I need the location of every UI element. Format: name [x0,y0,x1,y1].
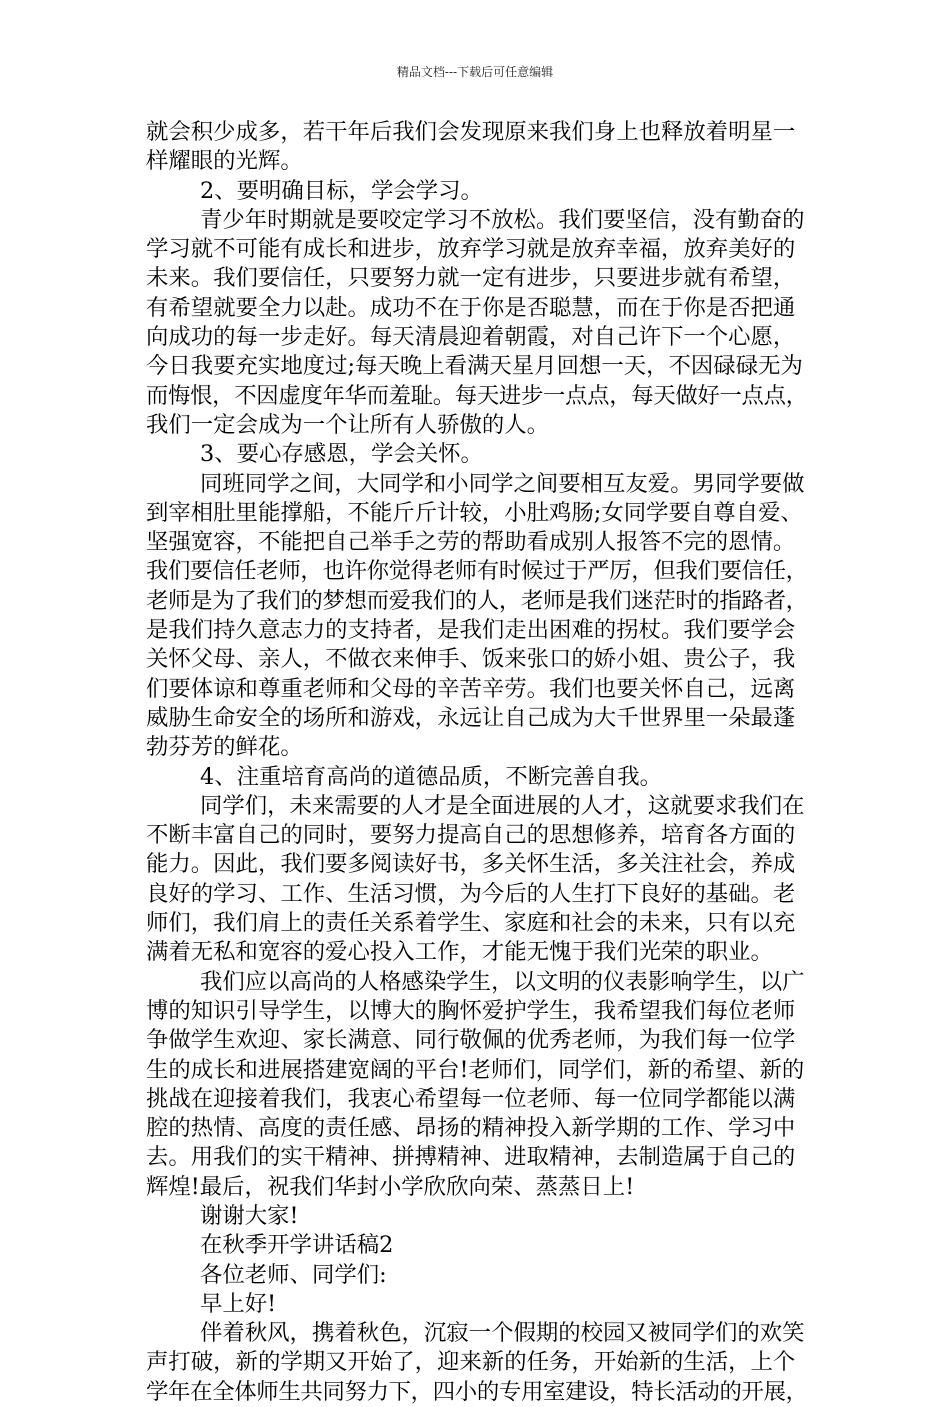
text-line: 我们要信任老师，也许你觉得老师有时候过于严厉，但我们要信任， [146,558,808,585]
text-line: 而悔恨，不因虚度年华而羞耻。每天进步一点点，每天做好一点点， [146,382,808,409]
text-line: 早上好! [200,1290,277,1317]
text-line: 勃芬芳的鲜花。 [146,734,303,761]
body-paragraphs [146,118,808,1407]
text-line: 能力。因此，我们要多阅读好书，多关怀生活，多关注社会，养成 [146,851,796,878]
text-line: 辉煌!最后，祝我们华封小学欣欣向荣、蒸蒸日上! [146,1173,635,1200]
text-line: 去。用我们的实干精神、拼搏精神、进取精神，去制造属于自己的 [146,1144,796,1171]
text-line: 声打破，新的学期又开始了，迎来新的任务，开始新的生活，上个 [146,1349,796,1376]
text-line: 在秋季开学讲话稿2 [200,1232,394,1259]
text-line: 4、注重培育高尚的道德品质，不断完善自我。 [200,763,663,790]
text-line: 学习就不可能有成长和进步，放弃学习就是放弃幸福，放弃美好的 [146,236,796,263]
text-line: 3、要心存感恩，学会关怀。 [200,441,483,468]
text-line: 同班同学之间，大同学和小同学之间要相互友爱。男同学要做 [200,470,805,497]
text-line: 2、要明确目标，学会学习。 [200,177,483,204]
text-line: 谢谢大家! [200,1202,299,1229]
text-line: 未来。我们要信任，只要努力就一定有进步，只要进步就有希望， [146,265,796,292]
text-line: 腔的热情、高度的责任感、昂扬的精神投入新学期的工作、学习中 [146,1115,796,1142]
text-line: 坚强宽容，不能把自己举手之劳的帮助看成别人报答不完的恩情。 [146,529,796,556]
text-line: 争做学生欢迎、家长满意、同行敬佩的优秀老师，为我们每一位学 [146,1027,796,1054]
text-line: 生的成长和进展搭建宽阔的平台!老师们，同学们，新的希望、新的 [146,1056,805,1083]
text-line: 是我们持久意志力的支持者，是我们走出困难的拐杖。我们要学会 [146,617,796,644]
text-line: 们要体谅和尊重老师和父母的辛苦辛劳。我们也要关怀自己，远离 [146,675,796,702]
text-line: 今日我要充实地度过;每天晚上看满天星月回想一天，不因碌碌无为 [146,353,803,380]
text-line: 满着无私和宽容的爱心投入工作，才能无愧于我们光荣的职业。 [146,939,773,966]
text-line: 到宰相肚里能撑船，不能斤斤计较，小肚鸡肠;女同学要自尊自爱、 [146,499,803,526]
text-line: 挑战在迎接着我们，我衷心希望每一位老师、每一位同学都能以满 [146,1085,796,1112]
text-line: 关怀父母、亲人，不做衣来伸手、饭来张口的娇小姐、贵公子，我 [146,646,796,673]
text-line: 威胁生命安全的场所和游戏，永远让自己成为大千世界里一朵最蓬 [146,704,796,731]
text-line: 我们应以高尚的人格感染学生，以文明的仪表影响学生，以广 [200,968,805,995]
text-line: 良好的学习、工作、生活习惯，为今后的人生打下良好的基础。老 [146,880,796,907]
page-header: 精品文档---下载后可任意编辑 [396,65,554,79]
text-line: 博的知识引导学生，以博大的胸怀爱护学生，我希望我们每位老师 [146,997,796,1024]
text-line: 各位老师、同学们: [200,1261,387,1288]
text-line: 伴着秋风，携着秋色，沉寂一个假期的校园又被同学们的欢笑 [200,1320,805,1347]
text-line: 师们，我们肩上的责任关系着学生、家庭和社会的未来，只有以充 [146,910,796,937]
text-line: 样耀眼的光辉。 [146,148,303,175]
text-line: 我们一定会成为一个让所有人骄傲的人。 [146,411,550,438]
text-line: 不断丰富自己的同时，要努力提高自己的思想修养，培育各方面的 [146,822,796,849]
text-line: 向成功的每一步走好。每天清晨迎着朝霞，对自己许下一个心愿， [146,324,796,351]
text-line: 同学们，未来需要的人才是全面进展的人才，这就要求我们在 [200,792,805,819]
document-body [146,118,808,1407]
text-line: 青少年时期就是要咬定学习不放松。我们要坚信，没有勤奋的 [200,206,805,233]
text-line: 老师是为了我们的梦想而爱我们的人，老师是我们迷茫时的指路者， [146,587,808,614]
text-line: 有希望就要全力以赴。成功不在于你是否聪慧，而在于你是否把通 [146,294,796,321]
text-line: 学年在全体师生共同努力下，四小的专用室建设，特长活动的开展， [146,1378,808,1405]
text-line: 就会积少成多，若干年后我们会发现原来我们身上也释放着明星一 [146,119,796,145]
